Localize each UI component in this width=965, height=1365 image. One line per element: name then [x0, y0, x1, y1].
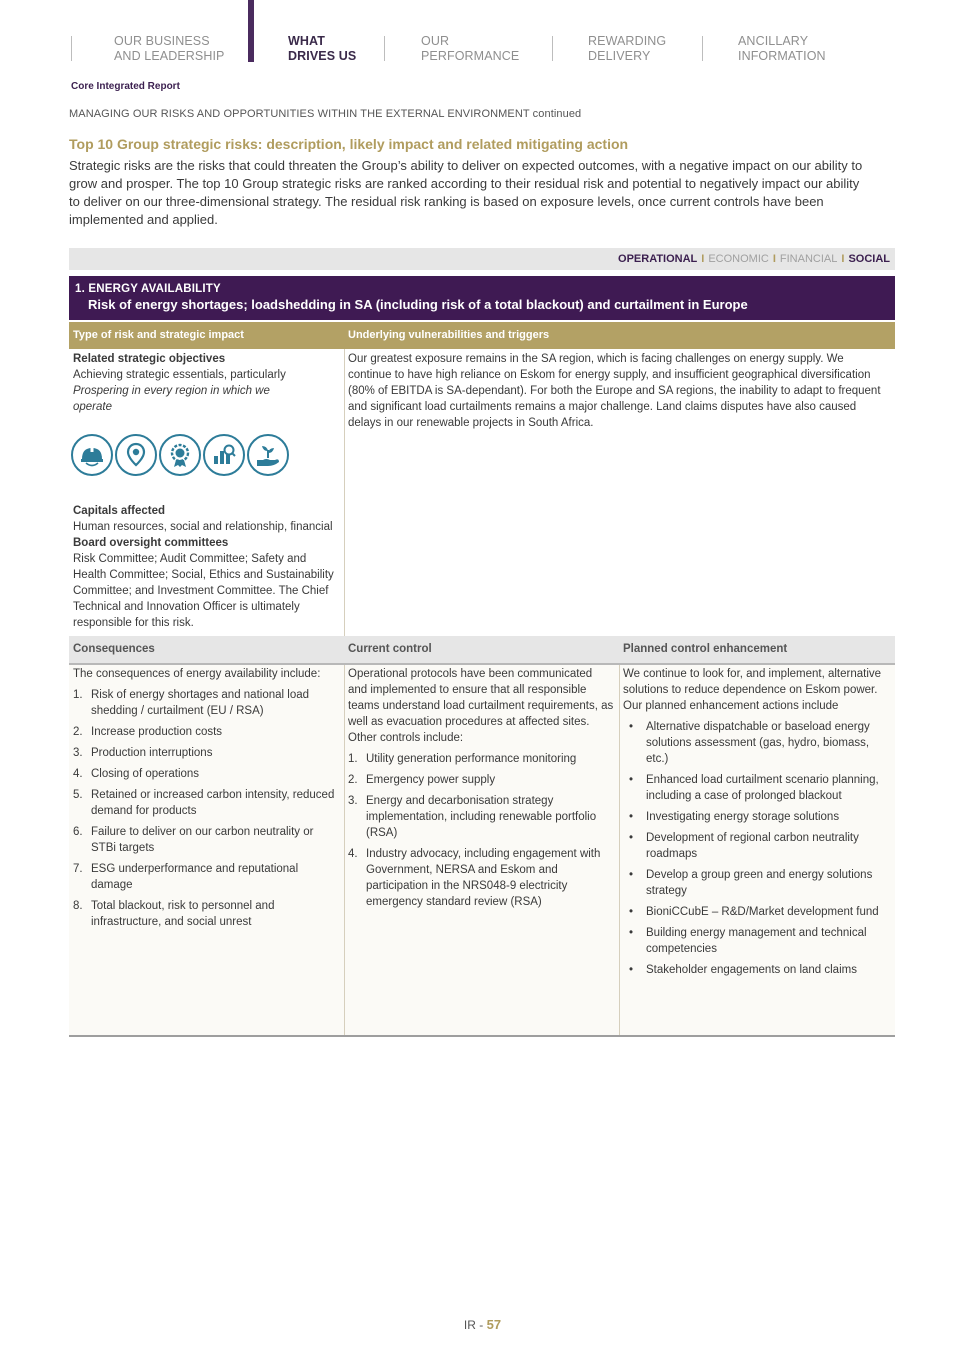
section-heading: MANAGING OUR RISKS AND OPPORTUNITIES WITHIN THE EXTERNAL ENVIRONMENT continued	[69, 108, 582, 120]
list-item: • Investigating energy storage solutions	[623, 809, 889, 825]
category-financial: FINANCIAL	[779, 253, 838, 265]
risk-description: Risk of energy shortages; loadshedding in SA (including risk of a total blackout) and curtailment in Europe	[88, 297, 748, 312]
capitals-text: Human resources, social and relationship, financial	[73, 521, 333, 533]
nav-item-rewarding-delivery[interactable]	[588, 34, 666, 64]
nav-divider	[71, 36, 72, 61]
list-item: 4. Industry advocacy, including engagement with Government, NERSA and Eskom and participation in the NRS048-9 electricity emergency standard review (RSA)	[348, 848, 601, 908]
table2-header	[69, 636, 895, 663]
capitals-label: Capitals affected	[73, 505, 166, 517]
header-vulnerabilities: Underlying vulnerabilities and triggers	[348, 329, 550, 341]
list-item: 4. Closing of operations	[73, 768, 200, 780]
category-operational: OPERATIONAL	[618, 253, 698, 265]
chart-magnifier-icon	[203, 434, 245, 476]
nav-label: ANCILLARY	[738, 34, 809, 48]
location-pin-icon	[115, 434, 157, 476]
category-social: SOCIAL	[848, 253, 890, 265]
planned-intro: We continue to look for, and implement, alternative solutions to reduce dependence on Eskom power. Our planned enhancement actions include	[623, 668, 882, 712]
active-nav-indicator	[248, 0, 254, 62]
top-navigation	[0, 0, 965, 70]
list-item: • Stakeholder engagements on land claims	[623, 962, 889, 978]
page-number: 57	[486, 1317, 502, 1332]
page-footer	[0, 1317, 965, 1332]
list-item: 1. Utility generation performance monitoring	[348, 753, 577, 765]
current-intro: Operational protocols have been communicated and implemented to ensure that all responsible teams understand load curtailment requirements, as well as evacuation procedures at affected sites. Other controls include:	[348, 668, 614, 744]
nav-item-what-drives-us[interactable]	[288, 34, 356, 64]
consequences-list	[73, 687, 338, 930]
objectives-italic: Prospering in every region in which we operate	[73, 385, 270, 413]
nav-item-our-performance[interactable]	[421, 34, 519, 64]
risk-category-strip	[69, 248, 895, 270]
list-item: 3. Energy and decarbonisation strategy implementation, including renewable portfolio (RSA)	[348, 795, 597, 839]
nav-item-our-business[interactable]	[114, 34, 224, 64]
planned-control-list	[623, 719, 889, 978]
column-divider	[344, 349, 345, 636]
table1-header	[69, 322, 895, 349]
nav-divider	[552, 36, 553, 61]
consequences-intro: The consequences of energy availability include:	[73, 668, 321, 680]
strategic-icons	[71, 429, 341, 481]
nav-label: WHAT	[288, 34, 325, 48]
category-separator: I	[841, 253, 845, 265]
list-item: 2. Emergency power supply	[348, 774, 496, 786]
hand-plant-icon	[247, 434, 289, 476]
vulnerabilities-cell: Our greatest exposure remains in the SA region, which is facing challenges on energy supply. We continue to have high reliance on Eskom for energy supply, and insufficient geographical diversification (80% of EBITDA is SA-dependant). For both the Europe and SA regions, the inability to adapt to frequent and significant load curtailments remains a major challenge. Land claims disputes have also caused delays in our renewable projects in South Africa.	[348, 353, 881, 429]
list-item: 5. Retained or increased carbon intensity, reduced demand for products	[73, 789, 335, 817]
header-risk-type: Type of risk and strategic impact	[73, 329, 244, 341]
planned-control-cell	[623, 666, 889, 983]
table2-bottom-rule	[69, 1035, 895, 1037]
current-control-cell	[348, 666, 614, 915]
category-economic: ECONOMIC	[708, 253, 769, 265]
list-item: • Alternative dispatchable or baseload energy solutions assessment (gas, hydro, biomass, etc.)	[623, 719, 889, 767]
list-item: 8. Total blackout, risk to personnel and infrastructure, and social unrest	[73, 900, 275, 928]
header-planned-control: Planned control enhancement	[623, 643, 788, 655]
header-current-control: Current control	[348, 643, 432, 655]
risk-type-cell	[73, 351, 341, 631]
nav-label: AND LEADERSHIP	[114, 49, 225, 63]
nav-label: DRIVES US	[288, 49, 357, 63]
page-title: Top 10 Group strategic risks: description, likely impact and related mitigating action	[69, 136, 629, 152]
risk-heading	[69, 276, 895, 320]
risk-number-title: 1. ENERGY AVAILABILITY	[75, 283, 221, 295]
award-badge-icon	[159, 434, 201, 476]
intro-paragraph: Strategic risks are the risks that could threaten the Group’s ability to deliver on expected outcomes, with a negative impact on our ability to grow and prosper. The top 10 Group strategic risks are ranked according to their residual risk and potential to negatively impact our ability to deliver on our three-dimensional strategy. The residual risk ranking is based on exposure levels, once current controls have been implemented and applied.	[69, 158, 863, 227]
list-item: 6. Failure to deliver on our carbon neutrality or STBi targets	[73, 826, 314, 854]
list-item: • BioniCCubE – R&D/Market development fund	[623, 904, 889, 920]
nav-label: OUR	[421, 34, 450, 48]
objectives-text: Achieving strategic essentials, particularly	[73, 369, 286, 381]
list-item: • Building energy management and technical competencies	[623, 925, 889, 957]
nav-divider	[702, 36, 703, 61]
list-item: • Develop a group green and energy solutions strategy	[623, 867, 889, 899]
column-divider	[344, 665, 345, 1035]
nav-divider	[384, 36, 385, 61]
footer-prefix: IR -	[463, 1318, 487, 1332]
consequences-cell	[73, 666, 338, 935]
nav-label: INFORMATION	[738, 49, 826, 63]
list-item: 7. ESG underperformance and reputational damage	[73, 863, 299, 891]
list-item: 1. Risk of energy shortages and national load shedding / curtailment (EU / RSA)	[73, 689, 310, 717]
helmet-icon	[71, 434, 113, 476]
list-item: 3. Production interruptions	[73, 747, 213, 759]
board-label: Board oversight committees	[73, 537, 229, 549]
list-item: • Enhanced load curtailment scenario planning, including a case of prolonged blackout	[623, 772, 889, 804]
nav-label: PERFORMANCE	[421, 49, 520, 63]
board-text: Risk Committee; Audit Committee; Safety and Health Committee; Social, Ethics and Sustainability Committee; and Investment Committee. The Chief Technical and Innovation Officer is ultimately responsible for this risk.	[73, 553, 334, 629]
nav-label: REWARDING	[588, 34, 667, 48]
list-item: • Development of regional carbon neutrality roadmaps	[623, 830, 889, 862]
current-control-list	[348, 751, 614, 910]
nav-label: DELIVERY	[588, 49, 651, 63]
report-label: Core Integrated Report	[71, 81, 180, 92]
nav-label: OUR BUSINESS	[114, 34, 210, 48]
category-separator: I	[772, 253, 776, 265]
header-consequences: Consequences	[73, 643, 155, 655]
nav-item-ancillary-information[interactable]	[738, 34, 826, 64]
category-separator: I	[701, 253, 705, 265]
list-item: 2. Increase production costs	[73, 726, 223, 738]
column-divider	[619, 665, 620, 1035]
objectives-label: Related strategic objectives	[73, 353, 226, 365]
